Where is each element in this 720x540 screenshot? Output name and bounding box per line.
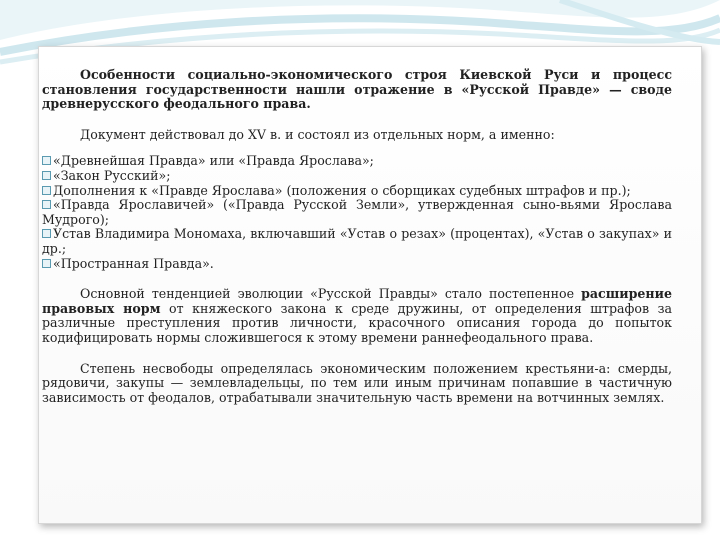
list-item: «Пространная Правда». [42,257,672,272]
checkbox-bullet-icon [42,156,51,165]
emphasis-text: расширение правовых норм [42,286,672,316]
list-item: «Древнейшая Правда» или «Правда Ярослава»; [42,154,672,169]
checkbox-bullet-icon [42,229,51,238]
norms-list [42,154,672,271]
slide-content [42,68,672,405]
checkbox-bullet-icon [42,200,51,209]
list-item: Дополнения к «Правде Ярослава» (положения о сборщиках судебных штрафов и пр.); [42,184,672,199]
checkbox-bullet-icon [42,186,51,195]
heading-text: Особенности социально-экономического строя Киевской Руси и процесс становления государственности нашли отражение в «Русской Правде» — своде древнерусского феодального права. [42,67,672,112]
heading-paragraph [42,68,672,112]
intro-paragraph: Документ действовал до XV в. и состоял из отдельных норм, а именно: [80,126,555,142]
evolution-paragraph: Основной тенденцией эволюции «Русской Правды» стало постепенное расширение правовых норм от княжеского закона к среде дружины, от определения штрафов за различные преступления против личности, красочного описания города до попыток кодифицировать нормы сложившегося к этому времени раннефеодального права. [42,286,673,345]
list-item: «Правда Ярославичей» («Правда Русской Земли», утвержденная сыно-вьями Ярослава Мудрого); [42,197,672,227]
list-item: Устав Владимира Мономаха, включавший «Устав о резах» (процентах), «Устав о закупах» и др.; [42,226,672,256]
list-item: «Закон Русский»; [42,169,672,184]
checkbox-bullet-icon [42,259,51,268]
peasants-paragraph: Степень несвободы определялась экономическим положением крестьяни-а: смерды, рядовичи, закупы — землевладельцы, по тем или иным причинам попавшие в частичную зависимость от феодалов, отрабатывали значительную часть времени на вотчинных землях. [42,360,672,405]
checkbox-bullet-icon [42,171,51,180]
